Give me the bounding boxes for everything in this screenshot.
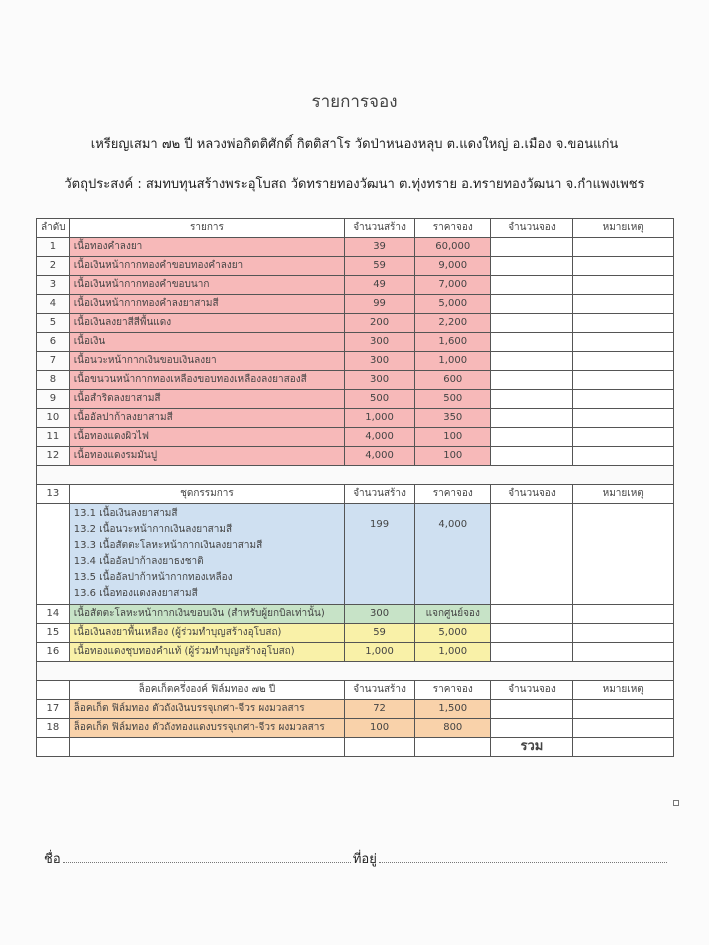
row-booked-input[interactable] (491, 447, 573, 466)
row-price: 1,000 (415, 643, 491, 662)
row-number: 2 (37, 257, 70, 276)
row-number: 10 (37, 409, 70, 428)
header-qty: จำนวนสร้าง (345, 219, 415, 238)
row-booked-input[interactable] (491, 428, 573, 447)
committee-sub-item: 13.3 เนื้อสัตตะโลหะหน้ากากเงินลงยาสามสี (73, 540, 263, 551)
row-price: 100 (415, 447, 491, 466)
section2-header-row (37, 485, 674, 504)
row-booked-input[interactable] (491, 605, 573, 624)
row-number: 15 (37, 624, 70, 643)
row-item: เนื้อขนวนหน้ากากทองเหลืองขอบทองเหลืองลงยาสองสี (69, 371, 344, 390)
row-price: แจกศูนย์จอง (415, 605, 491, 624)
row-price: 60,000 (415, 238, 491, 257)
header-note: หมายเหตุ (573, 681, 674, 700)
row-note-input[interactable] (573, 257, 674, 276)
row-qty: 300 (345, 352, 415, 371)
row-qty: 72 (345, 700, 415, 719)
committee-price: 4,000 (438, 519, 468, 530)
row-number: 4 (37, 295, 70, 314)
committee-sub-item: 13.1 เนื้อเงินลงยาสามสี (73, 508, 178, 519)
row-price: 100 (415, 428, 491, 447)
row-qty: 200 (345, 314, 415, 333)
row-number: 8 (37, 371, 70, 390)
row-price: 1,000 (415, 352, 491, 371)
row-number: 16 (37, 643, 70, 662)
row-price: 800 (415, 719, 491, 738)
header-qty: จำนวนสร้าง (345, 485, 415, 504)
header-price: ราคาจอง (415, 485, 491, 504)
table-row (37, 605, 674, 624)
row-number: 12 (37, 447, 70, 466)
row-price: 1,600 (415, 333, 491, 352)
row-number: 5 (37, 314, 70, 333)
section-spacer (37, 466, 674, 485)
row-qty: 100 (345, 719, 415, 738)
table-resize-handle[interactable] (673, 800, 679, 806)
header-note: หมายเหตุ (573, 485, 674, 504)
table-row (37, 352, 674, 371)
row-item: เนื้อเงินลงยาพื้นเหลือง (ผู้ร่วมทำบุญสร้างอุโบสถ) (69, 624, 344, 643)
table-header-row (37, 219, 674, 238)
subtitle-coin: เหรียญเสมา ๗๒ ปี หลวงพ่อกิตติศักดิ์ กิตติสาโร วัดป่าหนองหลุบ ต.แดงใหญ่ อ.เมือง จ.ขอนแก่น (90, 137, 619, 152)
section2-number: 13 (37, 485, 70, 504)
row-booked-input[interactable] (491, 700, 573, 719)
committee-sub-item: 13.6 เนื้อทองแดงลงยาสามสี (73, 588, 198, 599)
table-row (37, 700, 674, 719)
row-item: ล็อคเก็ต ฟิล์มทอง ตัวถังเงินบรรจุเกศา-จีวร ผงมวลสาร (69, 700, 344, 719)
row-price: 500 (415, 390, 491, 409)
section-spacer (37, 662, 674, 681)
footer-signature-line (44, 848, 669, 869)
row-booked-input[interactable] (491, 314, 573, 333)
table-row (37, 390, 674, 409)
row-note-input[interactable] (573, 504, 674, 605)
table-row (37, 238, 674, 257)
row-note-input[interactable] (573, 352, 674, 371)
row-qty: 59 (345, 257, 415, 276)
section3-title: ล็อคเก็ตครึ่งองค์ ฟิล์มทอง ๗๒ ปี (69, 681, 344, 700)
table-row (37, 314, 674, 333)
row-booked-input[interactable] (491, 390, 573, 409)
header-booked: จำนวนจอง (491, 485, 573, 504)
header-booked: จำนวนจอง (491, 681, 573, 700)
row-item: ล็อคเก็ต ฟิล์มทอง ตัวถังทองแดงบรรจุเกศา-จีวร ผงมวลสาร (69, 719, 344, 738)
name-label: ชื่อ (44, 852, 61, 867)
header-qty: จำนวนสร้าง (345, 681, 415, 700)
total-blank (345, 738, 415, 757)
table-row (37, 447, 674, 466)
row-booked-input[interactable] (491, 719, 573, 738)
row-number (37, 504, 70, 605)
row-price (415, 504, 491, 605)
row-booked-input[interactable] (491, 352, 573, 371)
table-row (37, 409, 674, 428)
row-note-input[interactable] (573, 428, 674, 447)
row-qty: 300 (345, 605, 415, 624)
row-booked-input[interactable] (491, 624, 573, 643)
subtitle-purpose: วัตถุประสงค์ : สมทบทุนสร้างพระอุโบสถ วัดทรายทองวัฒนา ต.ทุ่งทราย อ.ทรายทองวัฒนา จ.กำแพงเพชร (64, 177, 645, 192)
row-item: เนื้อนวะหน้ากากเงินขอบเงินลงยา (69, 352, 344, 371)
table-row (37, 624, 674, 643)
row-qty: 4,000 (345, 447, 415, 466)
row-number: 1 (37, 238, 70, 257)
row-note-input[interactable] (573, 333, 674, 352)
row-note-input[interactable] (573, 390, 674, 409)
committee-sub-item: 13.4 เนื้ออัลปาก้าลงยาธงชาติ (73, 556, 204, 567)
row-booked-input[interactable] (491, 333, 573, 352)
row-item: เนื้อเงินหน้ากากทองคำขอบทองคำลงยา (69, 257, 344, 276)
row-item: เนื้อทองแดงผิวไฟ (69, 428, 344, 447)
row-note-input[interactable] (573, 700, 674, 719)
row-price: 5,000 (415, 295, 491, 314)
row-booked-input[interactable] (491, 276, 573, 295)
row-number: 9 (37, 390, 70, 409)
row-price: 350 (415, 409, 491, 428)
header-item: รายการ (69, 219, 344, 238)
row-number: 11 (37, 428, 70, 447)
row-number: 18 (37, 719, 70, 738)
row-booked-input[interactable] (491, 295, 573, 314)
committee-qty: 199 (370, 519, 390, 530)
page-title: รายการจอง (311, 92, 398, 112)
row-note-input[interactable] (573, 624, 674, 643)
row-price: 600 (415, 371, 491, 390)
table-row (37, 276, 674, 295)
row-qty: 49 (345, 276, 415, 295)
row-item: เนื้อเงินหน้ากากทองคำลงยาสามสี (69, 295, 344, 314)
row-item: เนื้อเงิน (69, 333, 344, 352)
header-price: ราคาจอง (415, 219, 491, 238)
row-number: 17 (37, 700, 70, 719)
table-row (37, 428, 674, 447)
table-row (37, 643, 674, 662)
row-item: เนื้อสัตตะโลหะหน้ากากเงินขอบเงิน (สำหรับผู้ยกบิลเท่านั้น) (69, 605, 344, 624)
header-price: ราคาจอง (415, 681, 491, 700)
table-row (37, 333, 674, 352)
total-label: รวม (491, 738, 573, 757)
row-price: 1,500 (415, 700, 491, 719)
row-qty: 300 (345, 333, 415, 352)
table-row (37, 371, 674, 390)
section3-header-row (37, 681, 674, 700)
total-blank (37, 738, 70, 757)
row-qty: 99 (345, 295, 415, 314)
header-note: หมายเหตุ (573, 219, 674, 238)
row-qty: 300 (345, 371, 415, 390)
section3-number (37, 681, 70, 700)
row-number: 6 (37, 333, 70, 352)
section2-title: ชุดกรรมการ (69, 485, 344, 504)
row-price: 9,000 (415, 257, 491, 276)
row-number: 7 (37, 352, 70, 371)
row-item: เนื้อเงินลงยาสีสีพื้นแดง (69, 314, 344, 333)
header-booked: จำนวนจอง (491, 219, 573, 238)
row-qty: 1,000 (345, 409, 415, 428)
total-blank (69, 738, 344, 757)
row-note-input[interactable] (573, 719, 674, 738)
row-note-input[interactable] (573, 371, 674, 390)
spacer-cell (37, 662, 674, 681)
row-item: เนื้อทองแดงรมมันปู (69, 447, 344, 466)
row-note-input[interactable] (573, 409, 674, 428)
row-item: เนื้อเงินหน้ากากทองคำขอบนาก (69, 276, 344, 295)
row-note-input[interactable] (573, 605, 674, 624)
row-booked-input[interactable] (491, 238, 573, 257)
row-price: 5,000 (415, 624, 491, 643)
row-booked-input[interactable] (491, 643, 573, 662)
table-row (37, 257, 674, 276)
row-booked-input[interactable] (491, 371, 573, 390)
total-blank (415, 738, 491, 757)
row-note-input[interactable] (573, 295, 674, 314)
row-number: 3 (37, 276, 70, 295)
header-no: ลำดับ (37, 219, 70, 238)
row-qty: 59 (345, 624, 415, 643)
row-qty: 4,000 (345, 428, 415, 447)
row-price: 7,000 (415, 276, 491, 295)
row-item: เนื้อทองคำลงยา (69, 238, 344, 257)
table-row (37, 295, 674, 314)
row-note-input[interactable] (573, 238, 674, 257)
row-qty: 500 (345, 390, 415, 409)
row-item: เนื้อทองแดงชุบทองคำแท้ (ผู้ร่วมทำบุญสร้างอุโบสถ) (69, 643, 344, 662)
row-note-input[interactable] (573, 643, 674, 662)
row-qty (345, 504, 415, 605)
address-label: ที่อยู่ (352, 852, 377, 867)
committee-set-row (37, 504, 674, 605)
total-row (37, 738, 674, 757)
committee-sub-item: 13.2 เนื้อนวะหน้ากากเงินลงยาสามสี (73, 524, 233, 535)
row-number: 14 (37, 605, 70, 624)
row-item: เนื้อสำริดลงยาสามสี (69, 390, 344, 409)
table-row (37, 719, 674, 738)
row-note-input[interactable] (573, 276, 674, 295)
row-qty: 39 (345, 238, 415, 257)
row-booked-input[interactable] (491, 409, 573, 428)
spacer-cell (37, 466, 674, 485)
committee-sub-item: 13.5 เนื้ออัลปาก้าหน้ากากทองเหลือง (73, 572, 233, 583)
row-booked-input[interactable] (491, 504, 573, 605)
booking-table (36, 218, 674, 757)
row-qty: 1,000 (345, 643, 415, 662)
row-price: 2,200 (415, 314, 491, 333)
address-field[interactable] (379, 850, 667, 863)
row-note-input[interactable] (573, 314, 674, 333)
committee-items (69, 504, 344, 605)
row-note-input[interactable] (573, 447, 674, 466)
row-booked-input[interactable] (491, 257, 573, 276)
total-value-input[interactable] (573, 738, 674, 757)
row-item: เนื้ออัลปาก้าลงยาสามสี (69, 409, 344, 428)
name-field[interactable] (63, 850, 351, 863)
